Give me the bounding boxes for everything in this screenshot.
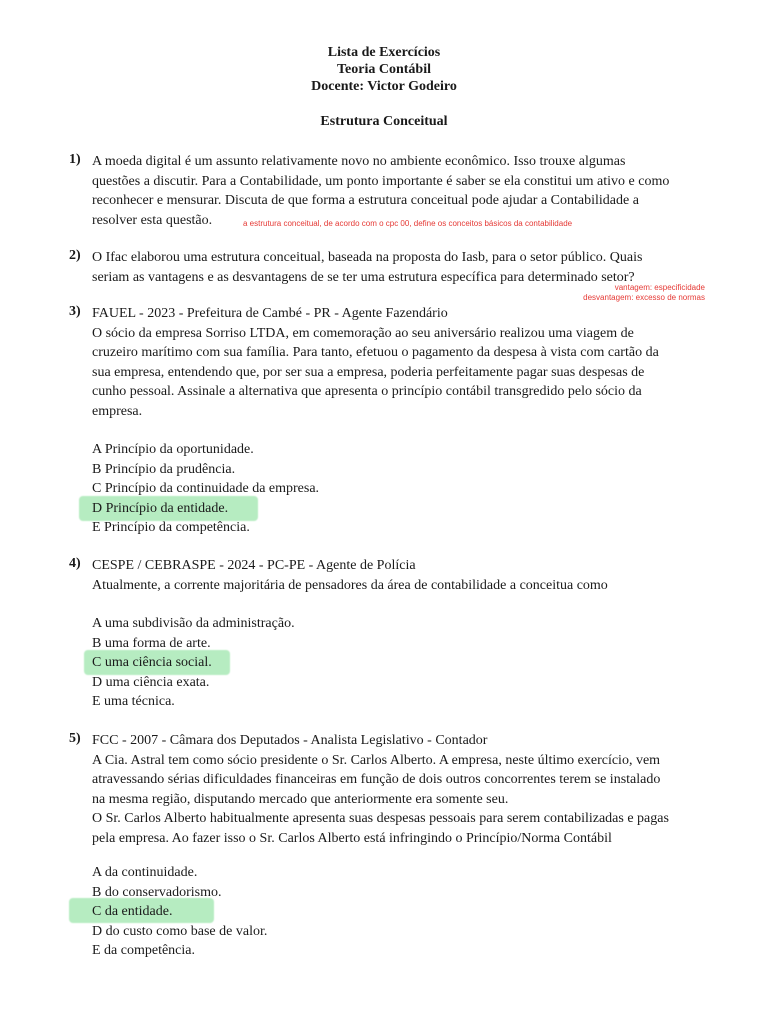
header-teacher: Docente: Victor Godeiro [311, 79, 457, 94]
option-c-highlighted: C uma ciência social. [92, 653, 295, 673]
annotation-note [583, 283, 705, 302]
option-d: D do custo como base de valor. [92, 923, 268, 939]
question-line: seriam as vantagens e as desvantagens de se ter uma estrutura específica para determinado setor? [92, 269, 635, 285]
question-number: 2) [69, 248, 81, 263]
header-list-title: Lista de Exercícios [327, 45, 441, 60]
question-heading: FCC - 2007 - Câmara dos Deputados - Analista Legislativo - Contador [92, 733, 488, 748]
question-line: empresa. [92, 403, 143, 419]
question-text [92, 304, 722, 421]
question-line: sua empresa, entendendo que, por ser sua a empresa, poderia perfeitamente pagar suas despesas de [92, 364, 645, 380]
annotation-line: vantagem: especificidade [614, 283, 705, 292]
question-number: 4) [69, 556, 81, 571]
option-a: A uma subdivisão da administração. [92, 616, 295, 631]
section-title: Estrutura Conceitual [320, 114, 448, 129]
question-number: 5) [69, 731, 81, 746]
question-line: cunho pessoal. Assinale a alternativa que apresenta o princípio contábil transgredido pelo sócio da [92, 384, 642, 399]
question-text [92, 556, 722, 595]
option-c-highlighted: C da entidade. [92, 902, 267, 922]
options-list [92, 614, 295, 712]
question-line: Atualmente, a corrente majoritária de pensadores da área de contabilidade a conceitua como [92, 577, 608, 593]
option-b: B do conservadorismo. [92, 884, 222, 900]
question-text [92, 731, 722, 848]
question-line: O Sr. Carlos Alberto habitualmente apresenta suas despesas pessoais para serem contabilizadas e pagas [92, 811, 669, 826]
question-line: O sócio da empresa Sorriso LTDA, em comemoração ao seu aniversário realizou uma viagem de [92, 325, 634, 341]
question-line: resolver esta questão. [92, 212, 213, 228]
options-list [92, 440, 319, 538]
question-line: reconhecer e mensurar. Discuta de que forma a estrutura conceitual pode ajudar a Contabilidade a [92, 193, 639, 208]
option-e: E uma técnica. [92, 694, 175, 709]
question-text [92, 248, 722, 287]
option-c: C Princípio da continuidade da empresa. [92, 481, 320, 496]
option-a: A da continuidade. [92, 865, 198, 880]
document-header [0, 44, 768, 95]
options-list [92, 863, 267, 961]
question-line: cruzeiro marítimo com sua família. Para tanto, efetuou o pagamento da despesa à vista com cartão da [92, 345, 659, 360]
annotation-note: a estrutura conceitual, de acordo com o cpc 00, define os conceitos básicos da contabilidade [243, 219, 573, 228]
option-a: A Princípio da oportunidade. [92, 442, 254, 457]
question-line: pela empresa. Ao fazer isso o Sr. Carlos Alberto está infringindo o Princípio/Norma Contábil [92, 830, 612, 846]
question-line: questões a discutir. Para a Contabilidade, um ponto importante é saber se ela constitui um ativo e como [92, 173, 670, 189]
question-line: atravessando sérias dificuldades financeiras em função de dois outros concorrentes terem se instalado [92, 772, 661, 787]
option-d-highlighted: D Princípio da entidade. [92, 499, 319, 519]
annotation-line: desvantagem: excesso de normas [583, 292, 705, 302]
question-heading: FAUEL - 2023 - Prefeitura de Cambé - PR - Agente Fazendário [92, 306, 448, 321]
question-number: 1) [69, 152, 81, 167]
option-e: E da competência. [92, 943, 196, 958]
question-line: A Cia. Astral tem como sócio presidente o Sr. Carlos Alberto. A empresa, neste último exercício, vem [92, 752, 661, 768]
question-line: na mesma região, disputando mercado que anteriormente era somente seu. [92, 791, 509, 807]
option-b: B uma forma de arte. [92, 635, 211, 651]
header-course: Teoria Contábil [337, 62, 431, 77]
option-d: D uma ciência exata. [92, 674, 210, 690]
question-number: 3) [69, 304, 81, 319]
question-line: A moeda digital é um assunto relativamente novo no ambiente econômico. Isso trouxe algumas [92, 154, 626, 169]
question-heading: CESPE / CEBRASPE - 2024 - PC-PE - Agente de Polícia [92, 558, 416, 573]
option-b: B Princípio da prudência. [92, 461, 236, 477]
question-line: O Ifac elaborou uma estrutura conceitual, baseada na proposta do Iasb, para o setor público. Quais [92, 250, 643, 265]
option-e: E Princípio da competência. [92, 520, 250, 535]
